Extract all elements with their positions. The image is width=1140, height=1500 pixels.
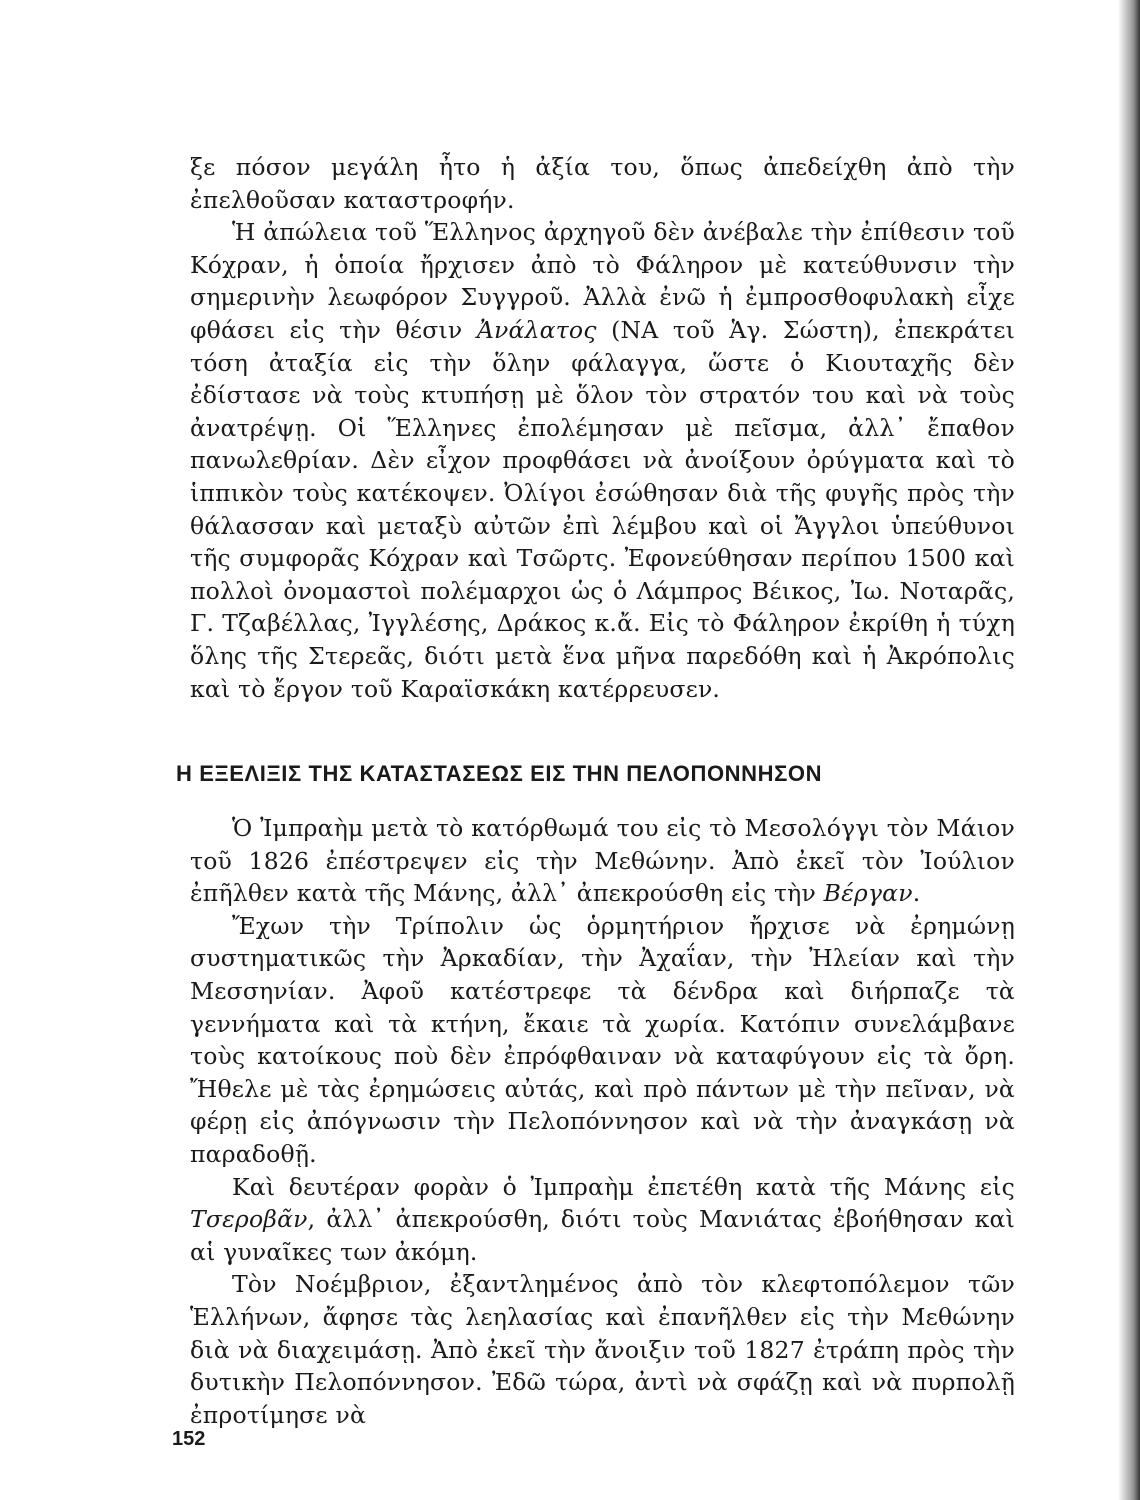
paragraph-devastation: Ἔχων τὴν Τρίπολιν ὡς ὁρμητήριον ἤρχισε νὰ ἐρημώνῃ συστηματικῶς τὴν Ἀρκαδίαν, τὴν Ἀχαΐαν, τὴν Ἠλείαν καὶ τὴν Μεσσηνίαν. Ἀφοῦ κατέστρεφε τὰ δένδρα καὶ διήρπαζε τὰ γεννήματα καὶ τὰ κτήνη, ἔκαιε τὰ χωρία. Κατόπιν συνελάμβανε τοὺς κατοίκους ποὺ δὲν ἐπρόφθαιναν νὰ καταφύγουν εἰς τὰ ὄρη. Ἤθελε μὲ τὰς ἐρημώσεις αὐτάς, καὶ πρὸ πάντων μὲ τὴν πεῖναν, νὰ φέρῃ εἰς ἀπόγνωσιν τὴν Πελοπόννησον καὶ νὰ τὴν ἀναγκάσῃ νὰ παραδοθῇ. <box>190 911 1015 1168</box>
paragraph-text: , ἀλλ᾽ ἀπεκρούσθη, διότι τοὺς Μανιάτας ἐβοήθησαν καὶ αἱ γυναῖκες των ἀκόμη. <box>190 1205 1015 1266</box>
italic-place-name: Ἀνάλατος <box>476 315 597 344</box>
paragraph-text: Ὁ Ἰμπραὴμ μετὰ τὸ κατόρθωμά του εἰς τὸ Μεσολόγγι τὸν Μάιον τοῦ 1826 ἐπέστρεψεν εἰς τὴν Μεθώνην. Ἀπὸ ἐκεῖ τὸν Ἰούλιον ἐπῆλθεν κατὰ τῆς Μάνης, ἀλλ᾽ ἀπεκρούσθη εἰς τὴν <box>190 814 1015 908</box>
paragraph-text: Ἡ ἀπώλεια τοῦ Ἕλληνος ἀρχηγοῦ δὲν ἀνέβαλε τὴν ἐπίθεσιν τοῦ Κόχραν, ἡ ὁποία ἤρχισεν ἀπὸ τὸ Φάληρον μὲ κατεύθυνσιν τὴν σημερινὴν λεωφόρον Συγγροῦ. Ἀλλὰ ἐνῶ ἡ ἐμπροσθοφυλακὴ εἶχε φθάσει εἰς τὴν θέσιν <box>190 218 1015 344</box>
italic-place-name: Τσεροβᾶν <box>190 1205 308 1234</box>
paragraph-november: Τὸν Νοέμβριον, ἐξαντλημένος ἀπὸ τὸν κλεφτοπόλεμον τῶν Ἑλλήνων, ἄφησε τὰς λεηλασίας καὶ ἐπανῆλθεν εἰς τὴν Μεθώνην διὰ νὰ διαχειμάσῃ. Ἀπὸ ἐκεῖ τὴν ἄνοιξιν τοῦ 1827 ἐτράπη πρὸς τὴν δυτικὴν Πελοπόννησον. Ἐδῶ τώρα, ἀντὶ νὰ σφάζῃ καὶ νὰ πυρπολῇ ἐπροτίμησε νὰ <box>190 1270 1015 1429</box>
italic-place-name: Βέργαν <box>823 879 913 908</box>
paragraph-text: . <box>912 879 921 908</box>
body-text-top <box>190 151 1015 705</box>
page-edge-shadow <box>1118 0 1140 1500</box>
paragraph-text: Καὶ δευτέραν φορὰν ὁ Ἰμπραὴμ ἐπετέθη κατὰ τῆς Μάνης εἰς <box>232 1172 1015 1201</box>
body-text-bottom <box>190 812 1015 1431</box>
paragraph-continuation: ξε πόσον μεγάλη ἦτο ἡ ἀξία του, ὅπως ἀπεδείχθη ἀπὸ τὴν ἐπελθοῦσαν καταστροφήν. <box>190 153 1015 214</box>
paragraph-ibrahim-return <box>190 812 1015 910</box>
section-heading: Η ΕΞΕΛΙΞΙΣ ΤΗΣ ΚΑΤΑΣΤΑΣΕΩΣ ΕΙΣ ΤΗΝ ΠΕΛΟΠΟΝΝΗΣΟΝ <box>176 761 823 786</box>
paragraph-text: (ΝΑ τοῦ Ἁγ. Σώστη), ἐπεκράτει τόση ἀταξία εἰς τὴν ὅλην φάλαγγα, ὥστε ὁ Κιουταχῆς δὲν ἐδίστασε νὰ τοὺς κτυπήσῃ μὲ ὅλον τὸν στρατόν του καὶ νὰ τοὺς ἀνατρέψῃ. Οἱ Ἕλληνες ἐπολέμησαν μὲ πεῖσμα, ἀλλ᾽ ἔπαθον πανωλεθρίαν. Δὲν εἶχον προφθάσει νὰ ἀνοίξουν ὀρύγματα καὶ τὸ ἱππικὸν τοὺς κατέκοψεν. Ὀλίγοι ἐσώθησαν διὰ τῆς φυγῆς πρὸς τὴν θάλασσαν καὶ μεταξὺ αὐτῶν ἐπὶ λέμβου καὶ οἱ Ἄγγλοι ὑπεύθυνοι τῆς συμφορᾶς Κόχραν καὶ Τσῶρτς. Ἐφονεύθησαν περίπου 1500 καὶ πολλοὶ ὀνομαστοὶ πολέμαρχοι ὡς ὁ Λάμπρος Βέικος, Ἰω. Νοταρᾶς, Γ. Τζαβέλλας, Ἰγγλέσης, Δράκος κ.ἄ. Εἰς τὸ Φάληρον ἐκρίθη ἡ τύχη ὅλης τῆς Στερεᾶς, διότι μετὰ ἕνα μῆνα παρεδόθη καὶ ἡ Ἀκρόπολις καὶ τὸ ἔργον τοῦ Καραϊσκάκη κατέρρευσεν. <box>190 315 1015 703</box>
page-number: 152 <box>172 1428 206 1450</box>
paragraph-second-attack <box>190 1171 1015 1269</box>
paragraph-falirou-battle <box>190 216 1015 705</box>
